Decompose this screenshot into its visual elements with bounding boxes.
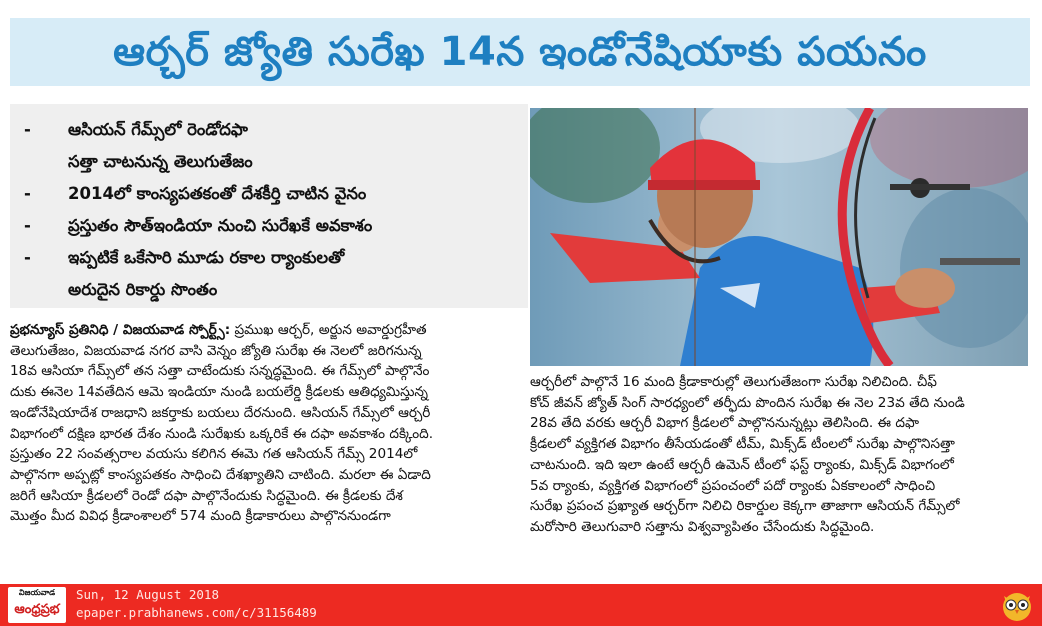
headline-band	[10, 18, 1030, 86]
article-line: చాటనుంది. ఇది ఇలా ఉంటే ఆర్చరీ ఉమెన్ టీంలో ఫస్ట్ ర్యాంకు, మిక్స్‌డ్ విభాగంలో	[530, 456, 954, 473]
logo-title: ఆంధ్రప్రభ	[14, 602, 60, 617]
footer-bar	[0, 584, 1042, 626]
highlight-item	[20, 114, 518, 146]
highlights-box	[10, 104, 528, 308]
article-line: మరోసారి తెలుగువారి సత్తాను విశ్వవ్యాపితం చేసేందుకు సిద్ధమైంది.	[530, 518, 875, 535]
edition-date: Sun, 12 August 2018	[76, 587, 219, 602]
article-left-column	[10, 320, 518, 527]
owl-mascot-icon	[1000, 588, 1034, 622]
dateline: ప్రభన్యూస్ ప్రతినిధి / విజయవాడ స్పోర్ట్స్:	[10, 322, 231, 338]
article-right-column	[530, 372, 1028, 538]
archer-photo	[530, 108, 1028, 366]
highlight-text: అరుదైన రికార్డు సొంతం	[68, 280, 218, 299]
highlight-text: 2014లో కాంస్యపతకంతో దేశకీర్తి చాటిన వైనం	[68, 184, 367, 203]
article-line-text: ప్రముఖ ఆర్చర్, అర్జున అవార్డుగ్రహీత	[230, 322, 427, 338]
article-line: మొత్తం మీద వివిధ క్రీడాంశాలలో 574 మంది క్రీడాకారులు పాల్గొననుండగా	[10, 508, 391, 525]
highlight-dash: -	[24, 184, 31, 203]
headline: ఆర్చర్ జ్యోతి సురేఖ 14న ఇండోనేషియాకు పయనం	[113, 29, 927, 75]
logo-edition: విజయవాడ	[18, 588, 56, 597]
article-line: 5వ ర్యాంకు, వ్యక్తిగత విభాగంలో ప్రపంచంలో పదో ర్యాంకు ఏకకాలంలో సాధించి	[530, 477, 936, 494]
highlight-item	[20, 210, 518, 242]
article-line: ఆర్చరీలో పాల్గొనే 16 మంది క్రీడాకారుల్లో తెలుగుతేజంగా సురేఖ నిలిచింది. చీఫ్	[530, 374, 937, 390]
highlight-text: ఇప్పటికే ఒకేసారి మూడు రకాల ర్యాంకులతో	[68, 248, 345, 267]
prabha-logo[interactable]	[8, 587, 66, 623]
article-line	[10, 320, 518, 341]
article-line: ఇండోనేషియాదేశ రాజధాని జకర్తాకు బయలు దేరనుంది. ఆసియన్ గేమ్స్‌లో ఆర్చరీ	[10, 404, 431, 421]
highlight-text: ఆసియన్ గేమ్స్‌లో రెండోదఫా	[68, 120, 248, 139]
highlight-item	[20, 242, 518, 274]
highlight-dash: -	[24, 216, 31, 235]
article-line: తెలుగుతేజం, విజయవాడ నగర వాసి వెన్నం జ్యోతి సురేఖ ఈ నెలలో జరిగనున్న	[10, 342, 422, 359]
highlight-text: ప్రస్తుతం సౌత్‌ఇండియా నుంచి సురేఖకే అవకాశం	[68, 216, 373, 235]
article-line: సురేఖ ప్రపంచ ప్రఖ్యాత ఆర్చర్‌గా నిలిచి రికార్డుల కెక్కగా తాజాగా ఆసియన్ గేమ్స్‌లో	[530, 498, 960, 515]
epaper-link[interactable]: epaper.prabhanews.com/c/31156489	[76, 605, 317, 620]
highlight-dash: -	[24, 248, 31, 267]
article-line: క్రీడలలో వ్యక్తిగత విభాగం తీసేయడంతో టీమ్, మిక్స్‌డ్ టీంలలో సురేఖ పాల్గొనిసత్తా	[530, 436, 955, 453]
article-line: జరిగే ఆసియా క్రీడలలో రెండో దఫా పాల్గొనేందుకు సిద్ధమైంది. ఈ క్రీడలకు దేశ	[10, 487, 403, 504]
archer-illustration	[530, 108, 1028, 366]
article-line: 28వ తేది వరకు ఆర్చరీ విభాగ క్రీడలలో పాల్గొననున్నట్లు తెలిసింది. ఈ దఫా	[530, 415, 919, 432]
article-line: 18వ ఆసియా గేమ్స్‌లో తన సత్తా చాటేందుకు సన్నద్ధమైంది. ఈ గేమ్స్‌లో పాల్గొనేం	[10, 363, 430, 380]
article-line: ప్రస్తుతం 22 సంవత్సరాల వయసు కలిగిన ఈమె గత ఆసియన్ గేమ్స్ 2014లో	[10, 446, 418, 463]
highlight-item	[20, 146, 518, 178]
highlight-item	[20, 274, 518, 306]
highlight-text: సత్తా చాటనున్న తెలుగుతేజం	[68, 152, 253, 171]
article-line: కోచ్ జీవన్ జ్యోత్ సింగ్ సారధ్యంలో తర్ఫీదు పొందిన సురేఖ ఈ నెల 23వ తేది నుండి	[530, 394, 965, 411]
highlight-item	[20, 178, 518, 210]
highlight-dash: -	[24, 120, 31, 139]
article-line: పాల్గొనగా అప్పట్లో కాంస్యపతకం సాధించి దేశఖ్యాతిని చాటింది. మరలా ఈ ఏడాది	[10, 466, 431, 483]
article-line: దుకు ఈనెల 14వతేదిన ఆమె ఇండియా నుండి బయలేర్డి క్రీడలకు ఆతిధ్యమిస్తున్న	[10, 384, 429, 401]
article-line: విభాగంలో దక్షిణ భారత దేశం నుండి సురేఖకు ఒక్కరికే ఈ దఫా అవకాశం దక్కింది.	[10, 425, 434, 442]
